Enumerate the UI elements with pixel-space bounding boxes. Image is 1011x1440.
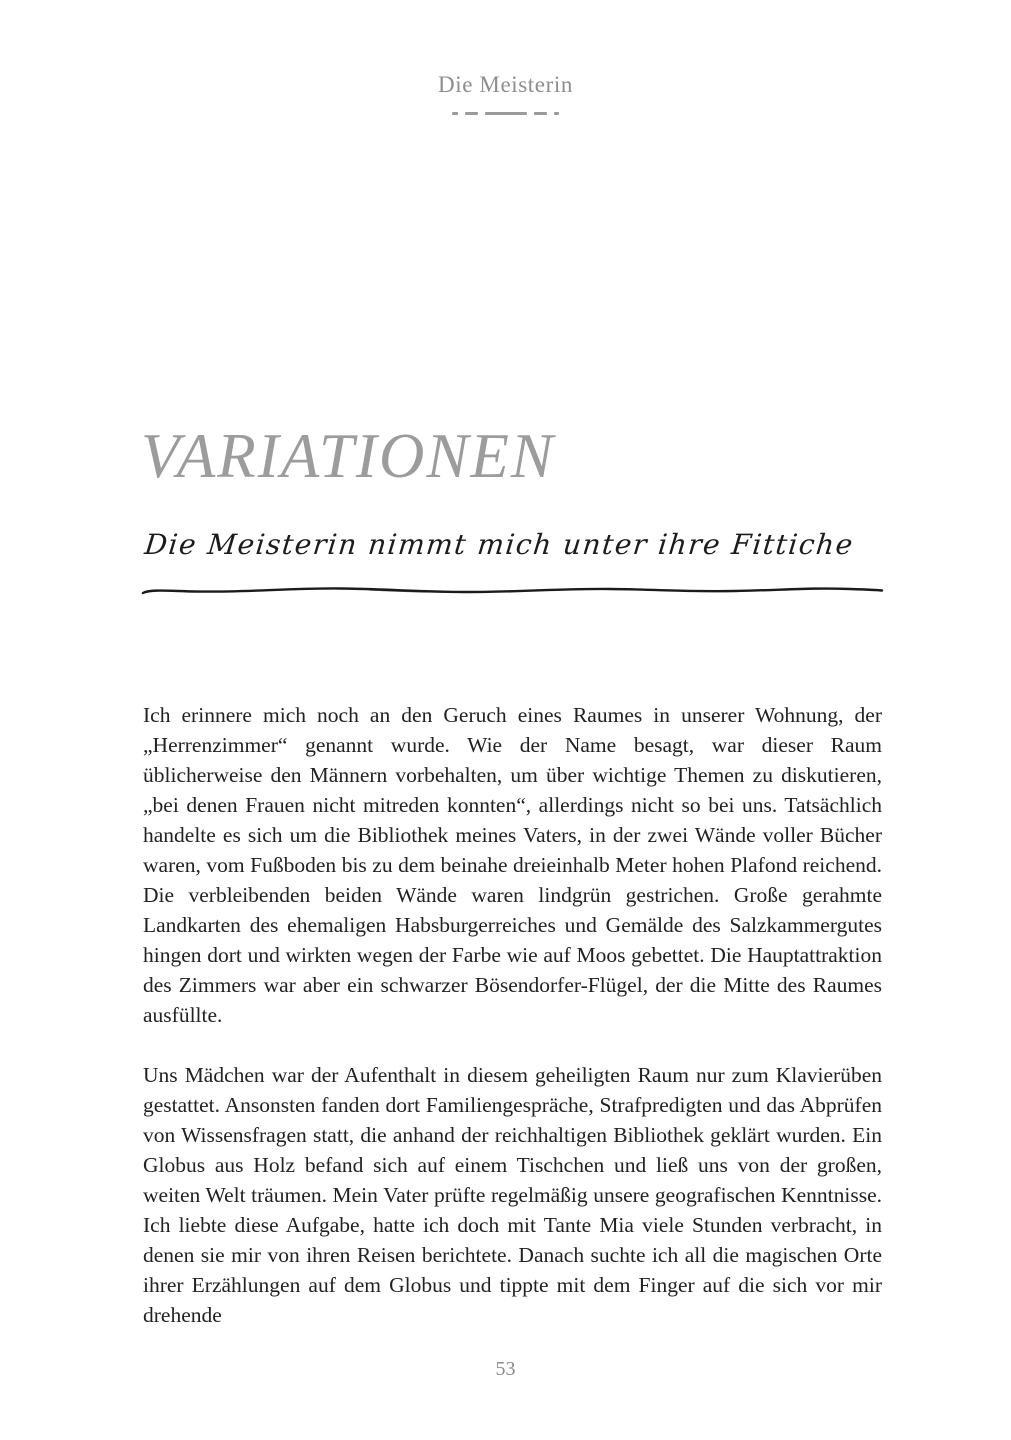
header-divider-ornament <box>0 112 1011 115</box>
chapter-title: VARIATIONEN <box>141 421 555 491</box>
ornament-dash <box>534 112 547 115</box>
body-text <box>143 700 882 1360</box>
paragraph: Ich erinnere mich noch an den Geruch eines Raumes in unserer Wohnung, der „Herrenzimmer“ genannt wurde. Wie der Name besagt, war dieser Raum üblicherweise den Männern vorbehalten, um über wichtige Themen zu diskutieren, „bei denen Frauen nicht mitreden konnten“, allerdings nicht so bei uns. Tatsächlich handelte es sich um die Bibliothek meines Vaters, in der zwei Wände voller Bücher waren, vom Fußboden bis zu dem beinahe dreieinhalb Meter hohen Plafond reichend. Die verbleibenden beiden Wände waren lindgrün gestrichen. Große gerahmte Landkarten des ehemaligen Habsburgerreiches und Gemälde des Salzkammergutes hingen dort und wirkten wegen der Farbe wie auf Moos gebettet. Die Hauptattraktion des Zimmers war aber ein schwarzer Bösendorfer-Flügel, der die Mitte des Raumes ausfüllte. <box>143 703 882 1027</box>
handdrawn-underline <box>140 580 885 600</box>
ornament-dash <box>452 112 458 115</box>
ornament-dash <box>465 112 478 115</box>
ornament-dash <box>485 112 527 115</box>
chapter-subtitle-handwritten: Die Meisterin nimmt mich unter ihre Fittiche <box>143 528 856 561</box>
paragraph: Uns Mädchen war der Aufenthalt in diesem geheiligten Raum nur zum Klavierüben gestattet. Ansonsten fanden dort Familiengespräche, Strafpredigten und das Abprüfen von Wissensfragen statt, die anhand der reichhaltigen Bibliothek geklärt wurden. Ein Globus aus Holz befand sich auf einem Tischchen und ließ uns von der großen, weiten Welt träumen. Mein Vater prüfte regelmäßig unsere geografischen Kenntnisse. Ich liebte diese Aufgabe, hatte ich doch mit Tante Mia viele Stunden verbracht, in denen sie mir von ihren Reisen berichtete. Danach suchte ich all die magischen Orte ihrer Erzählungen auf dem Globus und tippte mit dem Finger auf die sich vor mir drehende <box>143 1063 882 1327</box>
ornament-dash <box>554 112 559 115</box>
running-header: Die Meisterin <box>438 72 573 97</box>
page-number: 53 <box>495 1358 516 1380</box>
